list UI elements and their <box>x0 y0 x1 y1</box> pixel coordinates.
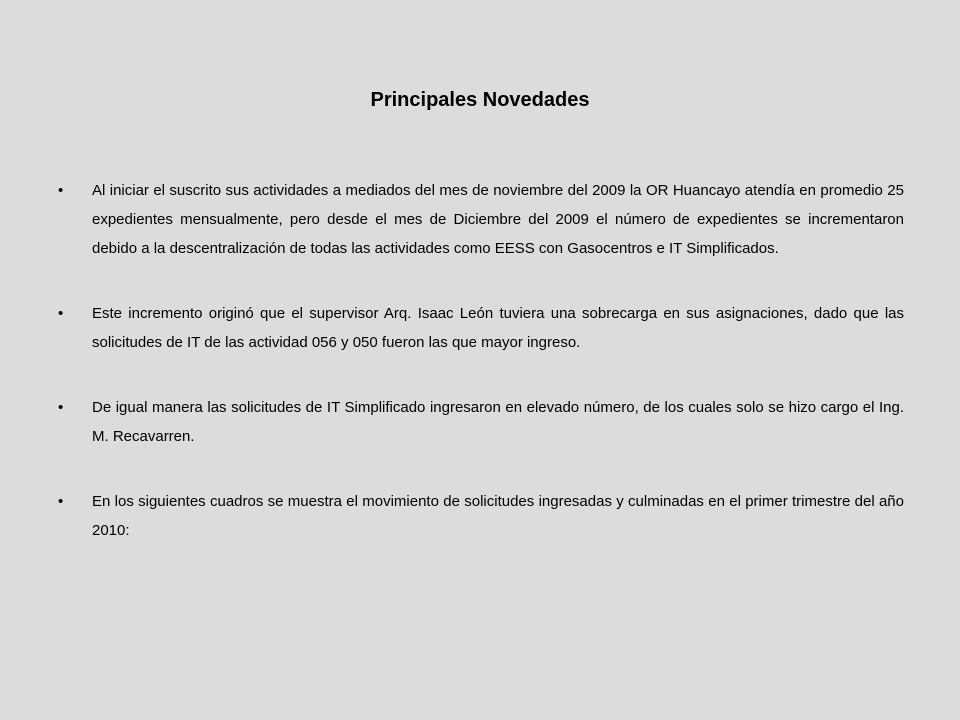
bullet-text: En los siguientes cuadros se muestra el movimiento de solicitudes ingresadas y culminadas en el primer trimestre del año 2010: <box>92 493 904 539</box>
bullet-item <box>58 176 904 263</box>
bullet-item <box>58 393 904 451</box>
bullet-marker: • <box>58 399 64 416</box>
bullet-item <box>58 487 904 545</box>
bullet-marker: • <box>58 182 64 199</box>
slide-title: Principales Novedades <box>370 89 590 111</box>
bullet-text: Al iniciar el suscrito sus actividades a mediados del mes de noviembre del 2009 la OR Huancayo atendía en promedio 25 expedientes mensualmente, pero desde el mes de Diciembre del 2009 el número de expedientes se incrementaron debido a la descentralización de todas las actividades como EESS con Gasocentros e IT Simplificados. <box>92 182 904 257</box>
bullet-marker: • <box>58 493 64 510</box>
bullet-marker: • <box>58 305 64 322</box>
bullet-item <box>58 299 904 357</box>
bullet-text: Este incremento originó que el supervisor Arq. Isaac León tuviera una sobrecarga en sus asignaciones, dado que las solicitudes de IT de las actividad 056 y 050 fueron las que mayor ingreso. <box>92 305 904 351</box>
bullet-list <box>58 176 904 581</box>
bullet-text: De igual manera las solicitudes de IT Simplificado ingresaron en elevado número, de los cuales solo se hizo cargo el Ing. M. Recavarren. <box>92 399 904 445</box>
